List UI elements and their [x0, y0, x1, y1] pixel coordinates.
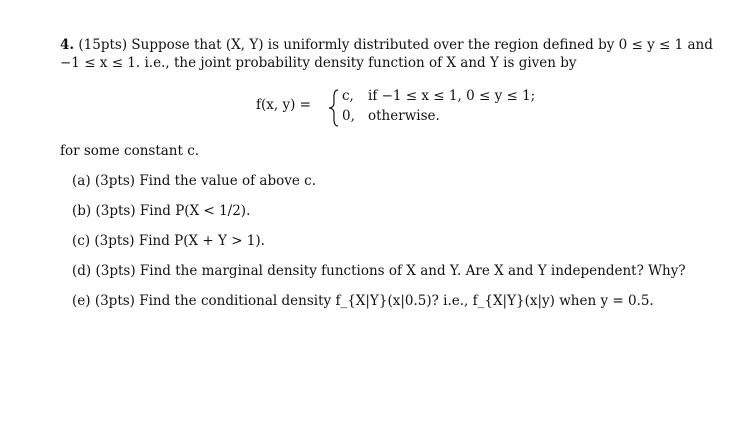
- equation-lhs: f(x, y) =: [256, 97, 311, 113]
- part-text: Find P(X < 1/2).: [139, 203, 251, 219]
- part-text: Find the value of above c.: [139, 173, 316, 189]
- case-2-condition: otherwise.: [368, 108, 440, 124]
- part-d: [72, 262, 686, 280]
- part-points: (3pts): [94, 173, 136, 189]
- part-label: (a): [72, 173, 91, 189]
- part-text: Find P(X + Y > 1).: [138, 233, 265, 249]
- part-e: [72, 292, 654, 310]
- part-label: (e): [72, 293, 91, 309]
- problem-intro-line-2: −1 ≤ x ≤ 1. i.e., the joint probability density function of X and Y is given by: [60, 55, 577, 71]
- left-brace-icon: [328, 89, 340, 127]
- case-1-value: c,: [342, 88, 354, 104]
- part-a: [72, 172, 316, 190]
- constant-note: for some constant c.: [60, 143, 200, 159]
- part-points: (3pts): [95, 203, 136, 219]
- part-label: (d): [72, 263, 92, 279]
- part-label: (c): [72, 233, 91, 249]
- case-1-condition: if −1 ≤ x ≤ 1, 0 ≤ y ≤ 1;: [368, 88, 536, 104]
- part-points: (3pts): [94, 293, 135, 309]
- problem-number: 4.: [60, 37, 75, 53]
- problem-intro-line-1: [60, 36, 713, 54]
- case-2-value: 0,: [342, 108, 355, 124]
- problem-intro-text-1: Suppose that (X, Y) is uniformly distributed over the region defined by 0 ≤ y ≤ 1 and: [131, 37, 713, 53]
- part-c: [72, 232, 265, 250]
- part-text: Find the marginal density functions of X and Y. Are X and Y independent? Why?: [139, 263, 686, 279]
- part-points: (3pts): [95, 263, 136, 279]
- part-text: Find the conditional density f_{X|Y}(x|0.5)? i.e., f_{X|Y}(x|y) when y = 0.5.: [139, 293, 654, 309]
- part-points: (3pts): [94, 233, 135, 249]
- density-equation: [256, 86, 556, 130]
- part-label: (b): [72, 203, 92, 219]
- part-b: [72, 202, 250, 220]
- problem-points: (15pts): [78, 37, 128, 53]
